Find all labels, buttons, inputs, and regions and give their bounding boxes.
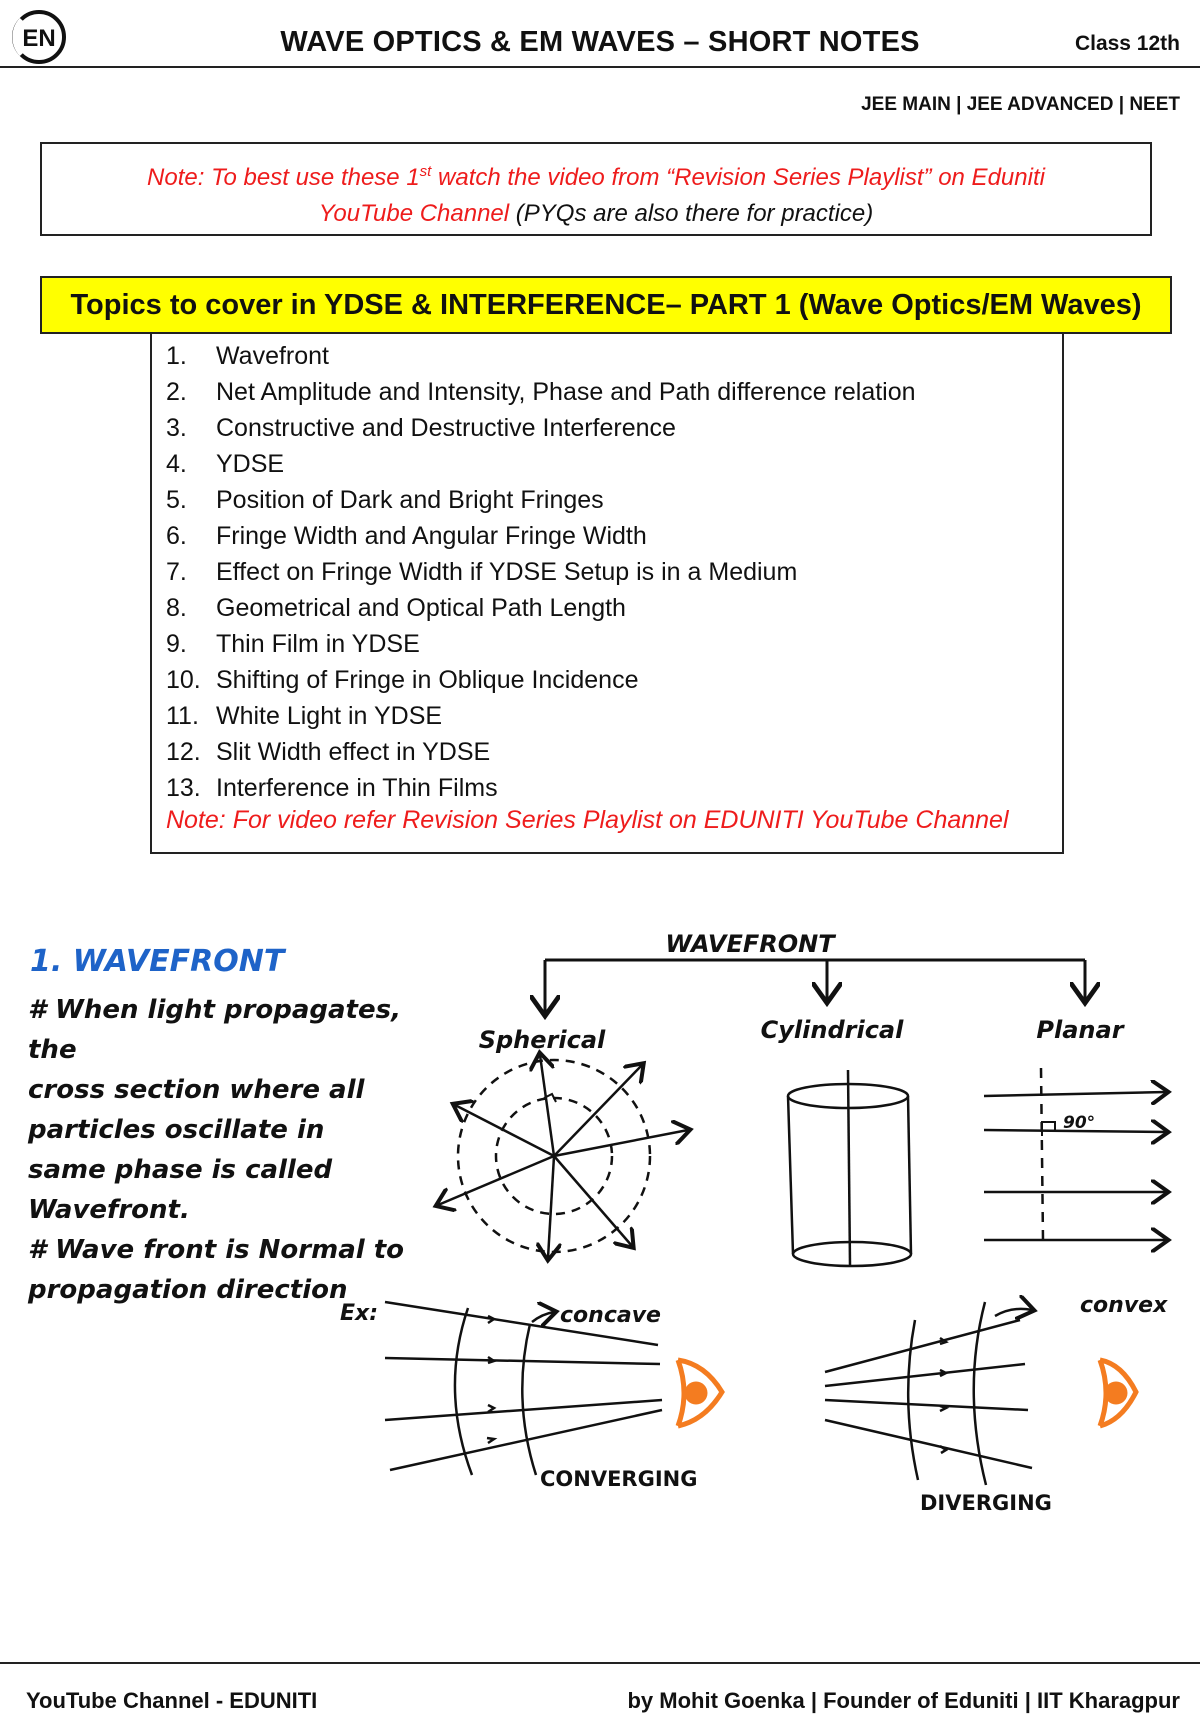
diverging-beam [825,1302,1032,1485]
desc-line: # Wave front is Normal to [28,1235,404,1265]
topic-number: 4. [166,450,187,478]
class-label: Class 12th [1074,32,1180,55]
desc-line: Wavefront. [28,1195,190,1225]
diverging-label: DIVERGING [920,1491,1052,1515]
list-item [166,338,916,374]
section-heading-wavefront: 1. WAVEFRONT [30,944,285,979]
convex-pointer [995,1309,1032,1316]
topic-number: 6. [166,522,187,550]
topic-number: 13. [166,774,201,802]
topic-number: 2. [166,378,187,406]
header-divider [0,66,1200,68]
topic-text: Net Amplitude and Intensity, Phase and Path difference relation [216,378,916,406]
list-item [166,662,916,698]
type-planar: Planar [1036,1016,1124,1044]
topic-text: Shifting of Fringe in Oblique Incidence [216,666,639,694]
topic-number: 8. [166,594,187,622]
topic-text: Wavefront [216,342,330,370]
topic-number: 7. [166,558,187,586]
concave-label: concave [560,1303,661,1328]
list-item [166,482,916,518]
topic-text: Position of Dark and Bright Fringes [216,486,604,514]
example-label: Ex: [340,1301,379,1326]
topics-banner: Topics to cover in YDSE & INTERFERENCE– PART 1 (Wave Optics/EM Waves) [40,276,1172,334]
list-item [166,410,916,446]
topic-text: YDSE [216,450,285,478]
topic-number: 11. [166,702,199,730]
topic-text: Interference in Thin Films [216,774,498,802]
desc-line: # When light propagates, the [28,995,401,1065]
topic-text: Geometrical and Optical Path Length [216,594,626,622]
footer-author: by Mohit Goenka | Founder of Eduniti | IIT Kharagpur [627,1688,1180,1713]
note-suffix: watch the video from “Revision Series Playlist” on Eduniti [431,164,1045,191]
angle-label: 90° [1063,1113,1096,1133]
list-item [166,374,916,410]
desc-line: particles oscillate in [28,1115,325,1145]
note-line-2 [42,196,1150,232]
topic-number: 3. [166,414,187,442]
note-superscript: st [419,163,432,180]
note-box [40,142,1152,236]
list-item [166,446,916,482]
note-rest: (PYQs are also there for practice) [509,200,874,227]
type-spherical: Spherical [478,1026,606,1054]
converging-label: CONVERGING [540,1467,698,1491]
concave-pointer [532,1312,554,1322]
list-item [166,626,916,662]
logo-text: EN [22,25,56,52]
topic-text: Slit Width effect in YDSE [216,738,491,766]
topic-text: White Light in YDSE [216,702,443,730]
diagram-title: WAVEFRONT [665,930,835,958]
topic-text: Constructive and Destructive Interference [216,414,676,442]
topic-number: 1. [166,342,187,370]
list-item [166,770,916,806]
note-channel: YouTube Channel [318,200,510,227]
topics-note: Note: For video refer Revision Series Playlist on EDUNITI YouTube Channel [166,806,1009,834]
note-line-1 [42,154,1150,196]
spherical-wavefront [438,1055,688,1258]
topic-number: 9. [166,630,187,658]
desc-line: same phase is called [28,1155,333,1185]
topic-text: Fringe Width and Angular Fringe Width [216,522,647,550]
classification-tree [545,960,1085,1013]
list-item [166,590,916,626]
convex-label: convex [1080,1293,1168,1318]
topic-number: 5. [166,486,187,514]
list-item [166,518,916,554]
type-cylindrical: Cylindrical [760,1016,904,1044]
exam-tags: JEE MAIN | JEE ADVANCED | NEET [861,94,1180,115]
topic-number: 12. [166,738,201,766]
footer-channel: YouTube Channel - EDUNITI [26,1688,318,1713]
cylindrical-wavefront [788,1070,911,1266]
footer-divider [0,1662,1200,1664]
eye-icon-right [1100,1360,1136,1426]
note-prefix: Note: To best use these 1 [147,164,420,191]
topic-list [166,338,916,806]
list-item [166,698,916,734]
wavefront-diagram [340,920,1190,1540]
topic-number: 10. [166,666,201,694]
eye-icon-left [678,1360,722,1426]
list-item [166,734,916,770]
list-item [166,554,916,590]
topic-text: Effect on Fringe Width if YDSE Setup is in a Medium [216,558,798,586]
planar-wavefront [984,1068,1166,1240]
desc-line: cross section where all [28,1075,365,1105]
desc-line: propagation direction [28,1275,348,1305]
topic-text: Thin Film in YDSE [216,630,420,658]
page-title: WAVE OPTICS & EM WAVES – SHORT NOTES [280,26,920,58]
